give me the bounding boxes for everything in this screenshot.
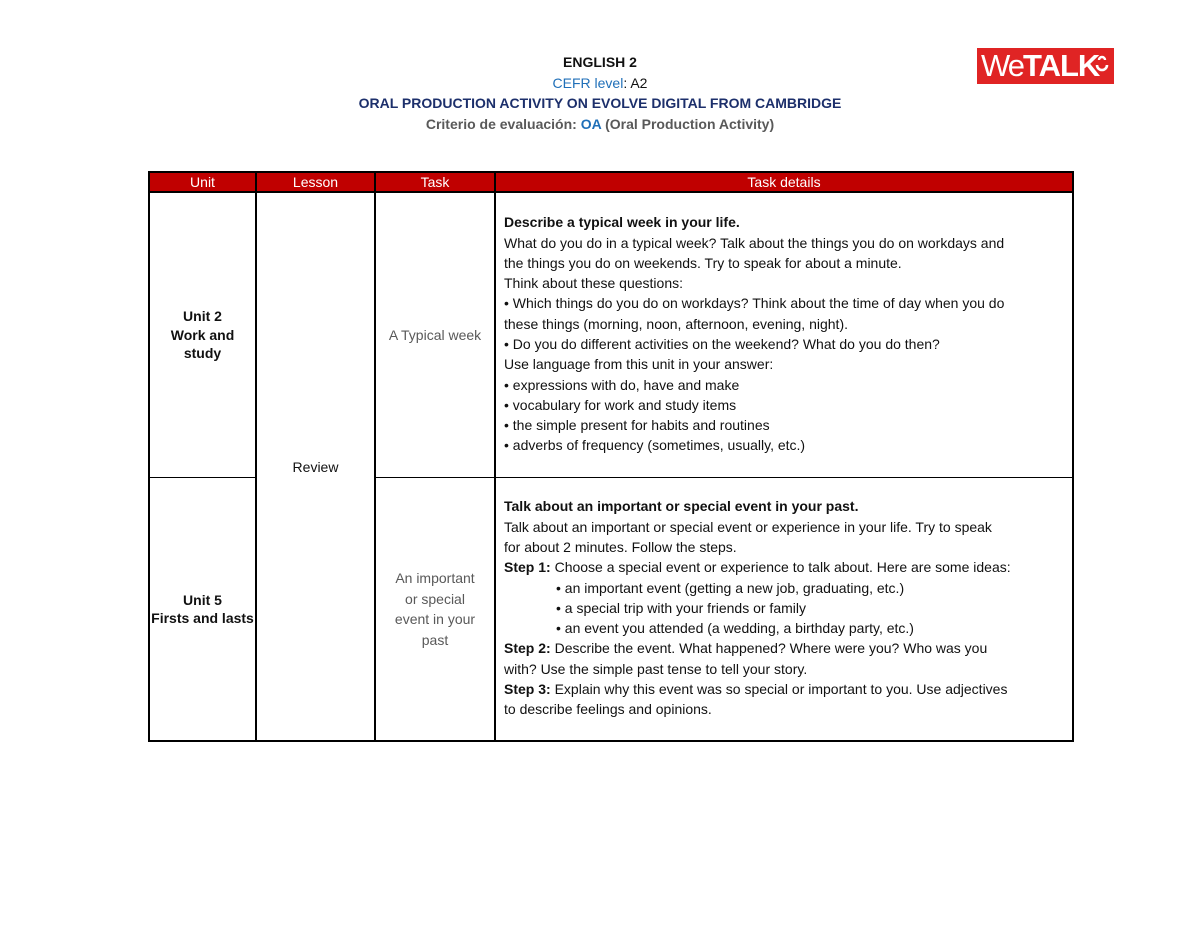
- details-line: • Do you do different activities on the weekend? What do you do then?: [504, 336, 940, 352]
- criteria-line: [300, 114, 900, 135]
- document-header: [300, 52, 900, 134]
- details-line: • Which things do you do on workdays? Think about the time of day when you do: [504, 295, 1005, 312]
- wetalk-logo: [977, 48, 1114, 84]
- step-text: Choose a special event or experience to talk about. Here are some ideas:: [554, 559, 1011, 576]
- idea-item: • an important event (getting a new job, graduating, etc.): [556, 579, 905, 596]
- step-label: Step 3:: [504, 681, 551, 698]
- step-label: Step 2:: [504, 640, 551, 657]
- unit-number: Unit 5: [183, 591, 222, 608]
- criteria-label: Criterio de evaluación:: [425, 115, 577, 132]
- task-table: [148, 171, 1074, 742]
- details-line: • expressions with do, have and make: [504, 376, 740, 393]
- details-line: What do you do in a typical week? Talk about the things you do on workdays and: [504, 234, 1005, 251]
- criteria-code: OA: [580, 115, 602, 132]
- unit-cell: [149, 478, 256, 742]
- course-title: ENGLISH 2: [563, 54, 637, 70]
- lesson-cell: [256, 192, 375, 741]
- cefr-value: A2: [630, 74, 648, 91]
- criteria-description: (Oral Production Activity): [605, 115, 775, 132]
- step-text: Explain why this event was so special or important to you. Use adjectives: [554, 681, 1008, 698]
- idea-item: • a special trip with your friends or family: [556, 599, 806, 616]
- column-header-task-details: Task details: [495, 172, 1073, 192]
- table-header-row: [149, 172, 1073, 192]
- details-line: Talk about an important or special event or experience in your life. Try to speak: [504, 518, 992, 535]
- task-name-line: or special: [405, 590, 465, 607]
- unit-number: Unit 2: [183, 308, 222, 325]
- column-header-lesson: Lesson: [256, 172, 375, 192]
- task-name-line: event in your: [394, 611, 476, 627]
- unit-cell: [149, 192, 256, 478]
- task-cell: [375, 192, 495, 478]
- unit-title-line: study: [183, 345, 222, 362]
- step-2-line: [504, 638, 1064, 658]
- table-row: [149, 192, 1073, 478]
- details-heading: Describe a typical week in your life.: [504, 214, 740, 231]
- details-line: • adverbs of frequency (sometimes, usually, etc.): [504, 437, 806, 454]
- task-cell: [375, 478, 495, 742]
- cefr-separator: :: [623, 74, 628, 91]
- step-3-line: [504, 679, 1064, 699]
- step-1-line: [504, 557, 1064, 577]
- details-line: these things (morning, noon, afternoon, evening, night).: [504, 315, 848, 332]
- logo-swirl-icon: [1094, 54, 1110, 76]
- column-header-unit: Unit: [149, 172, 256, 192]
- details-line: with? Use the simple past tense to tell your story.: [504, 660, 808, 677]
- column-header-task: Task: [375, 172, 495, 192]
- cefr-label: CEFR level: [552, 74, 624, 91]
- step-label: Step 1:: [504, 559, 551, 576]
- details-line: Think about these questions:: [504, 275, 684, 292]
- lesson-name: Review: [292, 458, 339, 475]
- logo-text-we: We: [981, 48, 1023, 83]
- details-line: • vocabulary for work and study items: [504, 396, 737, 413]
- details-heading: Talk about an important or special event in your past.: [504, 498, 859, 515]
- unit-title-line: Firsts and lasts: [151, 610, 254, 626]
- task-details-cell: [495, 192, 1073, 478]
- details-line: for about 2 minutes. Follow the steps.: [504, 538, 737, 555]
- task-name-line: past: [421, 631, 449, 648]
- idea-item: • an event you attended (a wedding, a birthday party, etc.): [556, 620, 914, 637]
- details-line: to describe feelings and opinions.: [504, 701, 712, 718]
- task-details-cell: [495, 478, 1073, 742]
- task-name: A Typical week: [388, 326, 482, 343]
- details-line: • the simple present for habits and routines: [504, 417, 770, 434]
- details-line: the things you do on weekends. Try to speak for about a minute.: [504, 254, 902, 271]
- activity-title: ORAL PRODUCTION ACTIVITY ON EVOLVE DIGITAL FROM CAMBRIDGE: [358, 95, 842, 111]
- logo-text-talk: TALK: [1022, 48, 1100, 83]
- task-name-line: An important: [395, 570, 475, 586]
- unit-title-line: Work and: [170, 326, 235, 343]
- step-text: Describe the event. What happened? Where were you? Who was you: [554, 640, 988, 657]
- details-line: Use language from this unit in your answer:: [504, 356, 774, 373]
- cefr-level-line: [300, 73, 900, 94]
